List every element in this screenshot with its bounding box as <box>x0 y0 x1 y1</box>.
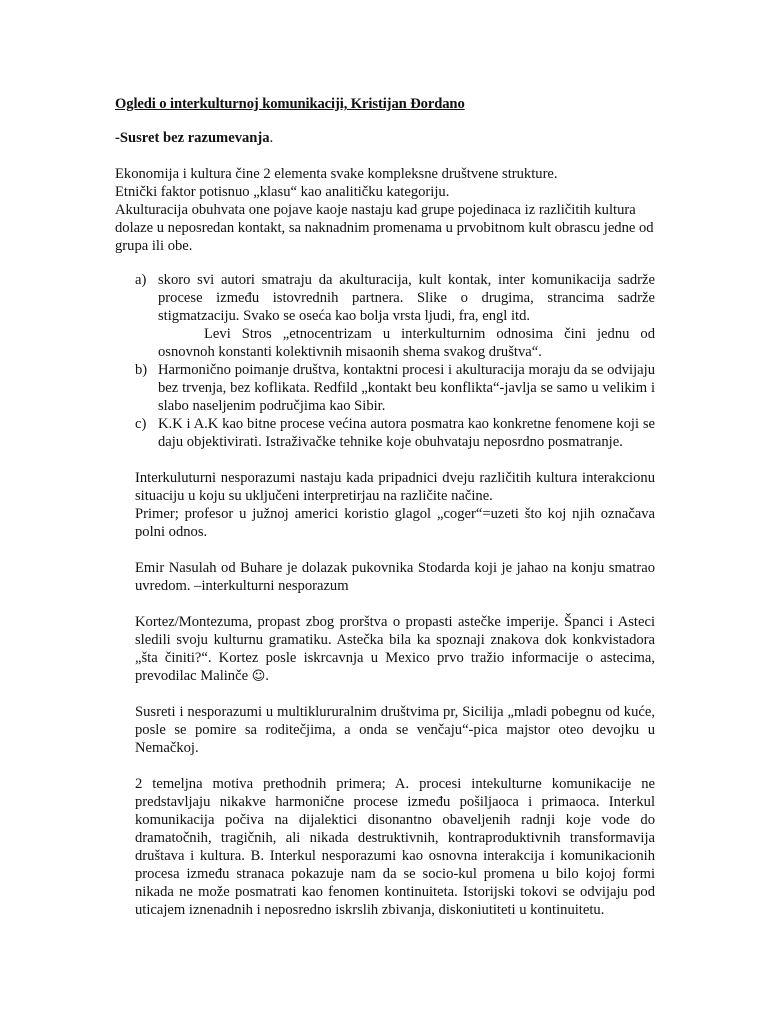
misunderstanding-paragraph <box>135 469 655 541</box>
list-marker: c) <box>135 416 147 432</box>
list-item <box>135 271 655 361</box>
intro-line-3: Akulturacija obuhvata one pojave kaoje nastaju kad grupe pojedinaca iz različitih kultura dolaze u neposredan kontakt, sa naknadnim promenama u prvobitnom kult obrascu jedne od grupa ili obe. <box>115 202 654 254</box>
intro-line-1: Ekonomija i kultura čine 2 elementa svake kompleksne društvene strukture. <box>115 166 558 182</box>
encounters-paragraph: Susreti i nesporazumi u multiklururalnim društvima pr, Sicilija „mladi pobegnu od kuće, posle se pomire sa roditečjima, a onda se venčaju“-pica majstor oteo devojku u Nemačkoj. <box>135 704 655 756</box>
section-heading-text: -Susret bez razumevanja <box>115 130 270 146</box>
list-item <box>135 415 655 451</box>
numbered-list <box>135 271 655 451</box>
emir-paragraph: Emir Nasulah od Buhare je dolazak pukovnika Stodarda koji je jahao na konju smatrao uvredom. –interkulturni nesporazum <box>135 560 655 594</box>
list-item-text: skoro svi autori smatraju da akulturacija, kult kontak, inter komunikacija sadrže procese između istovrednih partnera. Slike o drugima, strancima sadrže stigmatzaciju. Svako se oseća kao bolja vrsta ljudi, fra, engl itd. <box>158 272 655 324</box>
intro-paragraph <box>115 165 655 255</box>
section-heading <box>115 129 273 147</box>
misunderstanding-example: Primer; profesor u južnoj americi koristio glagol „coger“=uzeti što koj njih označava polni odnos. <box>135 506 655 540</box>
intro-line-2: Etnički faktor potisnuo „klasu“ kao analitičku kategoriju. <box>115 184 450 200</box>
motives-paragraph: 2 temeljna motiva prethodnih primera; A. procesi intekulturne komunikacije ne predstavljaju nikakve harmonične procese između pošiljaoca i primaoca. Interkul komunikacija počiva na dijalektici disonantno obaveljenih radnji koje vode do dramatočnih, tragičnih, ali nikada destruktivnih, kontraproduktivnih transformavija društava i kultura. B. Interkul nesporazumi kao osnovna interakcija i komunikacionih procesa između stranaca pokazuje nam da se socio-kul promena u bilo kojoj formi nikada ne može posmatrati kao fenomen kontinuiteta. Istorijski tokovi se odvijaju pod uticajem iznenadnih i neposredno iskrslih zbivanja, diskoniutiteti u kontinuitetu. <box>135 776 655 918</box>
cortez-text: Kortez/Montezuma, propast zbog prorštva o propasti astečke imperije. Španci i Asteci sledili svoju kulturnu gramatiku. Astečka bila ka spoznaji znakova dok konkvistadora „šta činiti?“. Kortez posle iskrcavnja u Mexico prvo tražio informacije o astecima, prevodilac Malinče <box>135 614 655 684</box>
list-marker: b) <box>135 362 148 378</box>
list-item <box>135 361 655 415</box>
cortez-period: . <box>265 668 269 684</box>
cortez-paragraph <box>135 613 655 686</box>
document-title: Ogledi o interkulturnoj komunikaciji, Kristijan Đordano <box>115 96 465 112</box>
list-item-text: K.K i A.K kao bitne procese većina autora posmatra kao konkretne fenomene koji se daju objektivirati. Istraživačke tehnike koje obuhvataju neposrdno posmatranje. <box>158 416 655 450</box>
list-marker: a) <box>135 272 147 288</box>
list-item-body <box>158 271 655 361</box>
section-heading-period: . <box>269 130 274 146</box>
smiley-icon: ☺ <box>251 669 266 684</box>
misunderstanding-definition: Interkuluturni nesporazumi nastaju kada pripadnici dveju različitih kultura interakcionu situaciju u koju su uključeni interpretirjau na različite načine. <box>135 470 655 504</box>
list-item-quote: Levi Stros „etnocentrizam u interkulturnim odnosima čini jednu od osnovnoh konstanti kolektivnih misaonih shema svakog društva“. <box>158 326 655 360</box>
list-item-text: Harmonično poimanje društva, kontaktni procesi i akulturacija moraju da se odvijaju bez trvenja, bez koflikata. Redfild „kontakt beu konflikta“-javlja se samo u velikim i slabo naseljenim područjima kao Sibir. <box>158 362 655 414</box>
